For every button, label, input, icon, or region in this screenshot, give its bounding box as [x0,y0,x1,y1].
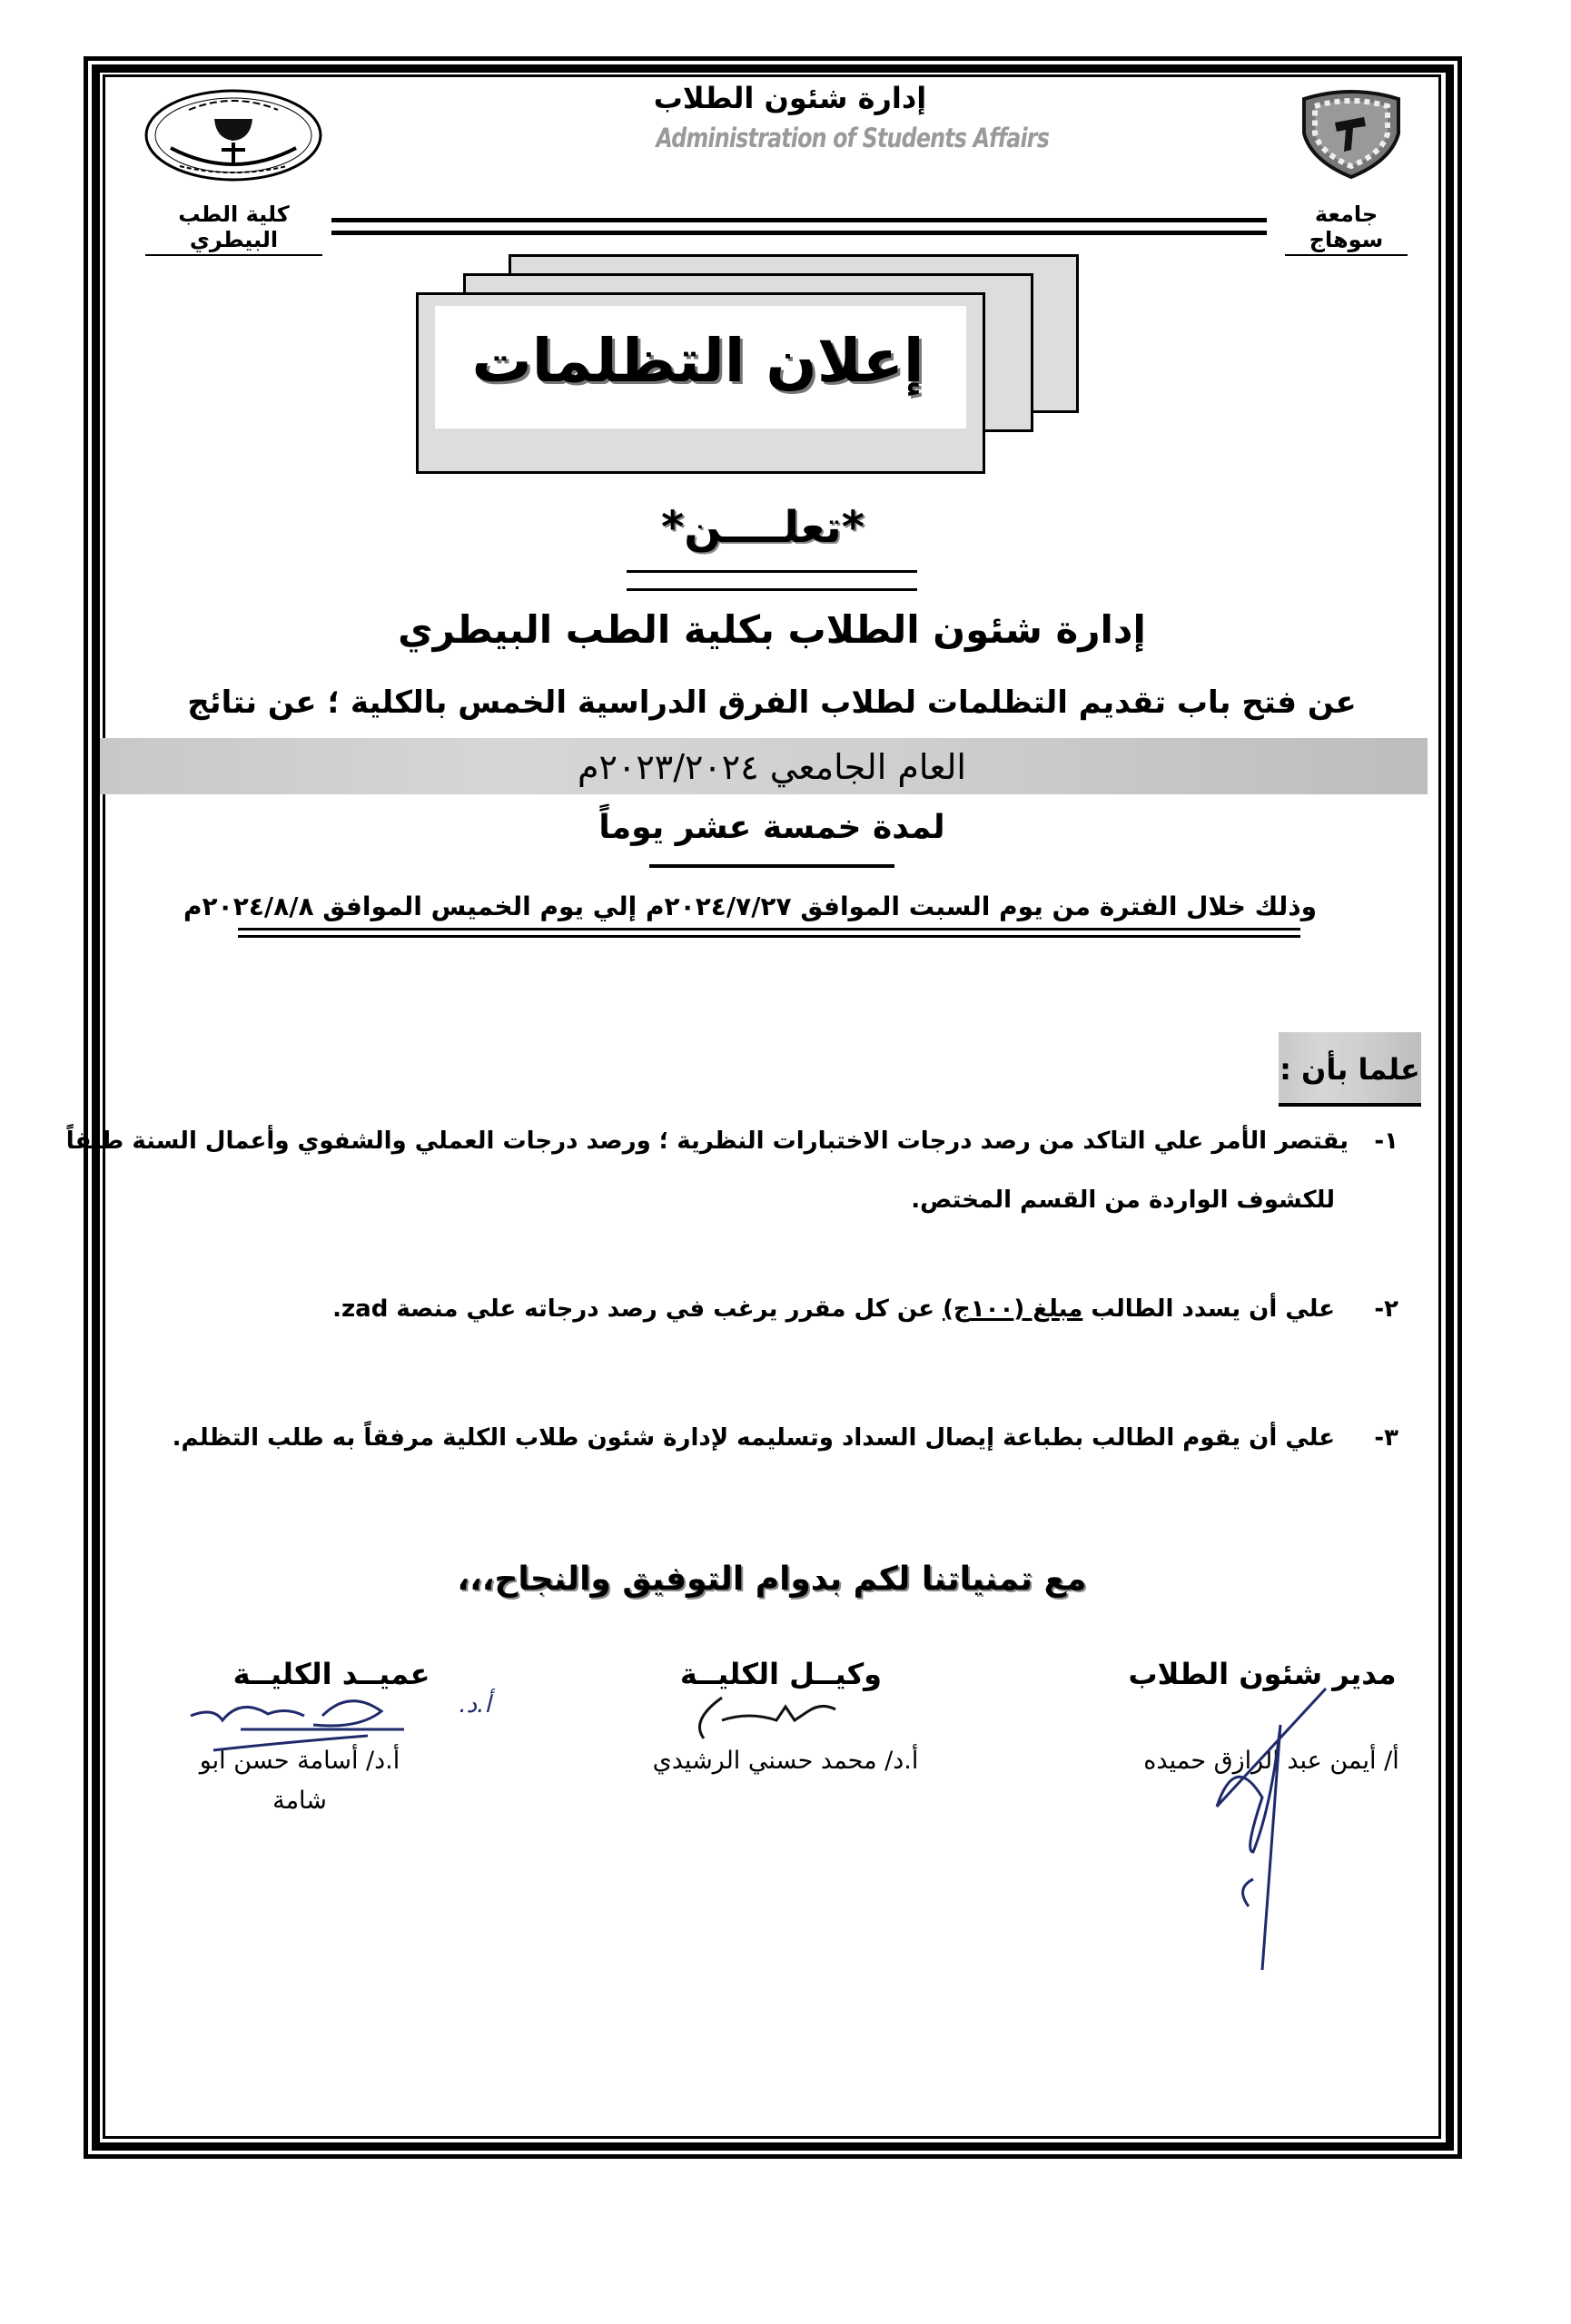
announces-heading: *تعلــــن* [661,502,865,553]
note-1-text-b: للكشوف الواردة من القسم المختص. [911,1187,1335,1214]
university-name-label: جامعة سوهاج [1285,202,1408,256]
note-3-text: علي أن يقوم الطالب بطباعة إيصال السداد وتسليمه لإدارة شئون طلاب الكلية مرفقاً به طلب التظلم. [172,1424,1335,1452]
period: وذلك خلال الفترة من يوم السبت الموافق ٢٠٢٤/٧/٢٧م إلي يوم الخميس الموافق ٢٠٢٤/٨/٨م [183,891,1317,921]
academic-year: العام الجامعي ٢٠٢٣/٢٠٢٤م [578,747,966,787]
period-underline-top [238,928,1300,931]
note-1-text-a: يقتصر الأمر علي التاكد من رصد درجات الاختبارات النظرية ؛ ورصد درجات العملي والشفوي وأعمال السنة طبقاً [65,1128,1349,1155]
faculty-name-label: كلية الطب البيطري [145,202,322,256]
duration: لمدة خمسة عشر يوماً [598,809,945,846]
body-heading: إدارة شئون الطلاب بكلية الطب البيطري [398,607,1146,652]
note-2-amount: مبلغ (١٠٠ج) [943,1295,1083,1323]
announces-rule-bottom [627,588,917,591]
department-title-en: Administration of Students Affairs [656,123,1050,153]
duration-underline [649,864,894,868]
note-2-text-post: عن كل مقرر يرغب في رصد درجاته علي منصة zad. [332,1295,935,1323]
period-underline-bottom [238,935,1300,938]
signature-vice-dean-icon [686,1693,849,1748]
sohag-university-logo-icon [1297,86,1406,179]
note-1-number: ١- [1374,1128,1398,1155]
note-2-number: ٢- [1374,1295,1398,1323]
notes-label: علما بأن : [1280,1052,1420,1087]
signatory-student-affairs-title: مدير شئون الطلاب [1128,1657,1397,1691]
signature-student-affairs-icon [1199,1670,1335,1970]
note-2-text-pre: علي أن يسدد الطالب [1091,1295,1335,1323]
note-3-number: ٣- [1374,1424,1398,1452]
signatory-student-affairs-name: أ/ أيمن عبد الرازق حميده [1143,1747,1399,1775]
body-line-1: عن فتح باب تقديم التظلمات لطلاب الفرق الدراسية الخمس بالكلية ؛ عن نتائج [187,684,1357,721]
closing-wishes: مع تمنياتنا لكم بدوام التوفيق والنجاح،،، [457,1561,1087,1598]
announcement-title: إعلان التظلمات [471,326,924,396]
signatory-dean-title: عميــد الكليــة [232,1657,430,1691]
header-rule-bottom [331,231,1267,235]
signatory-dean-name: أ.د/ أسامة حسن ابو شامة [199,1747,400,1815]
announces-rule-top [627,570,917,573]
faculty-seal-logo-icon [143,88,323,182]
dean-handwritten-prefix: أ.د. [459,1691,491,1718]
signatory-vice-dean-title: وكيــل الكليــة [679,1657,883,1691]
signature-dean-icon [186,1679,413,1757]
header-rule-top [331,218,1267,222]
signatory-vice-dean-name: أ.د/ محمد حسني الرشيدي [652,1747,919,1775]
note-2-text [332,1289,1335,1329]
department-title-ar: إدارة شئون الطلاب [653,81,927,115]
